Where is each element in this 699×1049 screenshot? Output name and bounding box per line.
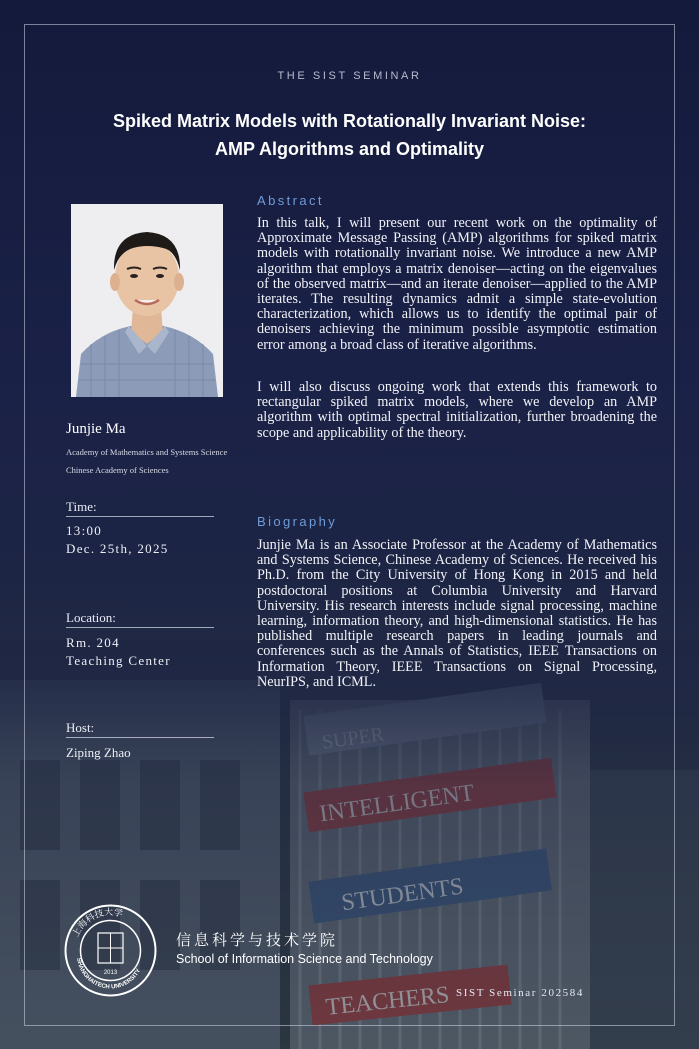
biography-heading: Biography: [257, 514, 338, 529]
svg-text:2013: 2013: [103, 970, 118, 976]
abstract-heading: Abstract: [257, 193, 324, 208]
talk-title: [40, 107, 659, 163]
speaker-affiliation-academy: Chinese Academy of Sciences: [66, 465, 169, 475]
location-value: [66, 634, 171, 670]
time-label: Time:: [66, 499, 214, 517]
time-date: Dec. 25th, 2025: [66, 541, 169, 556]
abstract-paragraph-1: In this talk, I will present our recent work on the optimality of Approximate Message Passing (AMP) algorithms for spiked matrix models with rotationally invariant noise. We introduce a new AMP algorithm that employs a matrix denoiser—acting on the eigenvalues of the observed matrix—and an iterate denoiser—applied to the AMP iterates. The resulting dynamics admit a simple state-evolution characterization, which allows us to identify the optimal pair of denoisers achieving the minimum possible asymptotic estimation error among a broad class of iterative algorithms.: [257, 215, 657, 353]
talk-title-line2: AMP Algorithms and Optimality: [214, 139, 485, 159]
time-value: [66, 522, 169, 558]
speaker-photo: [71, 204, 223, 397]
svg-text:SHANGHAITECH UNIVERSITY: SHANGHAITECH UNIVERSITY: [75, 957, 143, 991]
shanghaitech-logo-icon: [63, 903, 158, 998]
school-name-chinese: 信息科学与技术学院: [176, 931, 339, 949]
seminar-series-label: THE SIST SEMINAR: [277, 70, 422, 82]
biography-text: Junjie Ma is an Associate Professor at the Academy of Mathematics and Systems Science, Chinese Academy of Sciences. He received his Ph.D. from the City University of Hong Kong in 2015 and held postdoctoral positions at Columbia University and Harvard University. His research interests include signal processing, machine learning, information theory, and high-dimensional statistics. He has published multiple research papers in leading journals and conferences such as the Annals of Statistics, IEEE Transactions on Information Theory, IEEE Transactions on Signal Processing, NeurIPS, and ICML.: [257, 537, 657, 690]
school-name-english: School of Information Science and Technology: [176, 952, 433, 966]
host-label: Host:: [66, 720, 214, 738]
seminar-id: SIST Seminar 202584: [456, 987, 584, 999]
location-label: Location:: [66, 610, 214, 628]
speaker-name: Junjie Ma: [66, 421, 126, 437]
location-building: Teaching Center: [66, 653, 171, 668]
host-name: Ziping Zhao: [66, 745, 131, 760]
abstract-paragraph-2: I will also discuss ongoing work that extends this framework to rectangular spiked matrix models, where we develop an AMP algorithm with optimal spectral initialization, further broadening the scope and applicability of the theory.: [257, 379, 657, 441]
time-hour: 13:00: [66, 523, 103, 538]
talk-title-line1: Spiked Matrix Models with Rotationally Invariant Noise:: [112, 111, 587, 131]
svg-text:上海科技大学: 上海科技大学: [71, 907, 124, 939]
location-room: Rm. 204: [66, 635, 120, 650]
speaker-affiliation-institute: Academy of Mathematics and Systems Science: [66, 447, 228, 457]
